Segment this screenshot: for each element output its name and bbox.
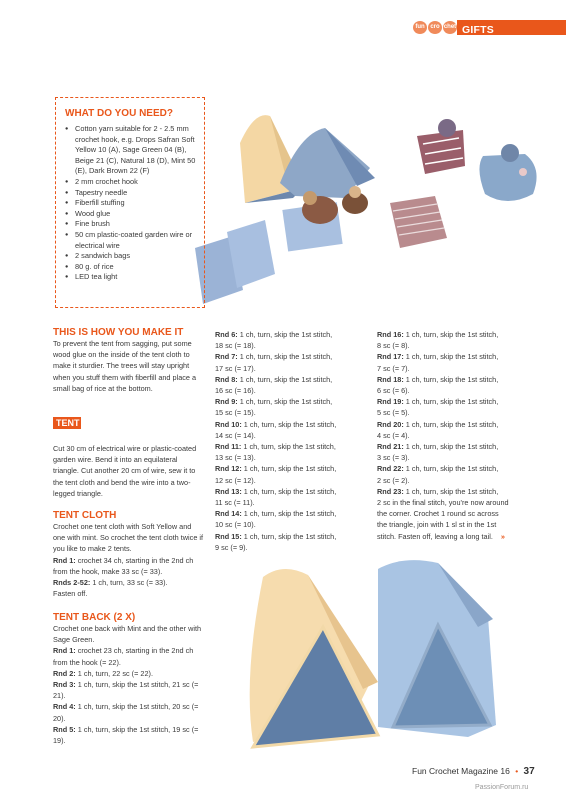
materials-item: ● Wood glue [65,209,203,220]
column-3 [377,329,527,542]
tent-back-title: TENT BACK (2 X) [53,612,136,623]
footer-bullet: • [515,766,519,776]
round-item: Rnd 8: 1 ch, turn, skip the 1st stitch, 16 sc (= 16). [215,374,333,396]
tent-back-row: Rnd 4: 1 ch, turn, skip the 1st stitch, 20 sc (= 20). [53,702,199,723]
materials-box [55,97,205,308]
materials-item: ● 2 mm crochet hook [65,177,203,188]
round-item: Rnd 15: 1 ch, turn, skip the 1st stitch, 9 sc (= 9). [215,531,337,552]
blue-pads-image [195,220,275,304]
tent-cloth-section [53,510,205,599]
column-2 [215,329,365,553]
section-bar [457,20,566,35]
blue-sack-image [479,144,536,201]
striped-blanket-image [390,196,447,248]
round-item: Rnd 11: 1 ch, turn, skip the 1st stitch, 13 sc (= 13). [215,442,336,463]
tent-back-row: Rnd 2: 1 ch, turn, 22 sc (= 22). [53,668,153,678]
tent-back-intro: Crochet one back with Mint and the other with Sage Green. [53,624,202,645]
round-item: Rnd 14: 1 ch, turn, skip the 1st stitch, 10 sc (= 10). [215,509,337,530]
tent-section [53,443,205,499]
column-1 [53,327,205,394]
round-item-23: Rnd 23: 1 ch, turn, skip the 1st stitch, 2 sc in the final stitch, you're now around the corner. Crochet 1 round sc across the triangle, join with 1 sl st in the 1st stitch. Fasten off, leaving a long tail. » [377,486,509,541]
tent-cloth-title: TENT CLOTH [53,510,117,521]
top-photo [185,108,545,308]
round-item: Rnd 6: 1 ch, turn, skip the 1st stitch, 18 sc (= 18). [215,330,333,351]
materials-item: ● LED tea light [65,272,203,283]
tent-cloth-row: Rnd 1: crochet 34 ch, starting in the 2nd ch from the hook, make 33 sc (= 33). [53,555,194,576]
tent-cloth-end: Fasten off. [53,589,88,599]
materials-item: ● 2 sandwich bags [65,251,203,262]
tent-text: Cut 30 cm of electrical wire or plastic-coated garden wire. Bend it into an equilateral triangle. Cut another 20 cm of wire, sew it to the tent cloth and bend the wire into a two-legged triangle. [53,444,197,498]
section-label: GIFTS [462,24,494,36]
round-item: Rnd 12: 1 ch, turn, skip the 1st stitch, 12 sc (= 12). [215,464,337,485]
round-item: Rnd 10: 1 ch, turn, skip the 1st stitch, 14 sc (= 14). [215,419,337,440]
round-item: Rnd 7: 1 ch, turn, skip the 1st stitch, 17 sc (= 17). [215,352,333,373]
yellow-tent-photo [250,569,378,747]
mint-tent-image [280,128,375,198]
tent-back-row: Rnd 3: 1 ch, turn, skip the 1st stitch, 21 sc (= 21). [53,680,199,701]
how-text: To prevent the tent from sagging, put some wood glue on the inside of the tent cloth to make it sturdier. The trees will stay upright when you stuff them with fiberfill and place a small bag of rice at the bottom. [53,339,197,393]
round-item: Rnd 18: 1 ch, turn, skip the 1st stitch, 6 sc (= 6). [377,374,499,396]
round-item: Rnd 22: 1 ch, turn, skip the 1st stitch, 2 sc (= 2). [377,464,499,485]
round-item: Rnd 17: 1 ch, turn, skip the 1st stitch, 7 sc (= 7). [377,352,499,373]
round-item: Rnd 16: 1 ch, turn, skip the 1st stitch, 8 sc (= 8). [377,330,499,351]
tent-back-row: Rnd 5: 1 ch, turn, skip the 1st stitch, 19 sc (= 19). [53,724,199,746]
materials-item: ● 80 g. of rice [65,262,203,273]
round-item: Rnd 19: 1 ch, turn, skip the 1st stitch, 5 sc (= 5). [377,397,499,418]
how-title: THIS IS HOW YOU MAKE IT [53,327,184,338]
brand-circle-2: cro [428,21,442,34]
tent-back-section [53,612,205,746]
materials-item: ● Fine brush [65,219,203,230]
materials-item: ● Fiberfill stuffing [65,198,203,209]
brand-badges [413,21,457,34]
bottom-photo [228,557,548,757]
tent-cloth-intro: Crochet one tent cloth with Soft Yellow and one with mint. So crochet the tent cloth twice if you like to make 2 tents. [53,522,204,554]
blue-tent-photo [378,560,496,737]
tent-back-row: Rnd 1: crochet 23 ch, starting in the 2nd ch from the hook (= 22). [53,646,194,667]
tent-cloth-row: Rnds 2-52: 1 ch, turn, 33 sc (= 33). [53,578,168,588]
materials-title: WHAT DO YOU NEED? [65,108,173,119]
magazine-name: Fun Crochet Magazine 16 [412,766,510,776]
round-item: Rnd 13: 1 ch, turn, skip the 1st stitch, 11 sc (= 11). [215,486,337,508]
brand-circle-3: chet [443,21,457,34]
materials-list [65,124,203,283]
tent-tag: TENT [53,417,81,429]
round-item: Rnd 21: 1 ch, turn, skip the 1st stitch, 3 sc (= 3). [377,442,499,463]
materials-item: ● 50 cm plastic-coated garden wire or electrical wire [65,230,203,251]
basket-image [417,119,465,174]
materials-item: ● Cotton yarn suitable for 2 - 2.5 mm crochet hook, e.g. Drops Safran Soft Yellow 10 (A), Sage Green 04 (B), Beige 21 (C), Natural 18 (D), Mint 50 (E), Dark Brown 22 (F) [65,124,203,177]
round-item: Rnd 9: 1 ch, turn, skip the 1st stitch, 15 sc (= 15). [215,397,333,418]
page-footer [412,766,535,777]
round-item: Rnd 20: 1 ch, turn, skip the 1st stitch, 4 sc (= 4). [377,419,499,440]
page-number: 37 [523,766,535,777]
materials-item: ● Tapestry needle [65,188,203,199]
brand-circle-1: fun [413,21,427,34]
watermark: PassionForum.ru [475,784,529,791]
continue-arrow-icon: » [500,531,505,541]
